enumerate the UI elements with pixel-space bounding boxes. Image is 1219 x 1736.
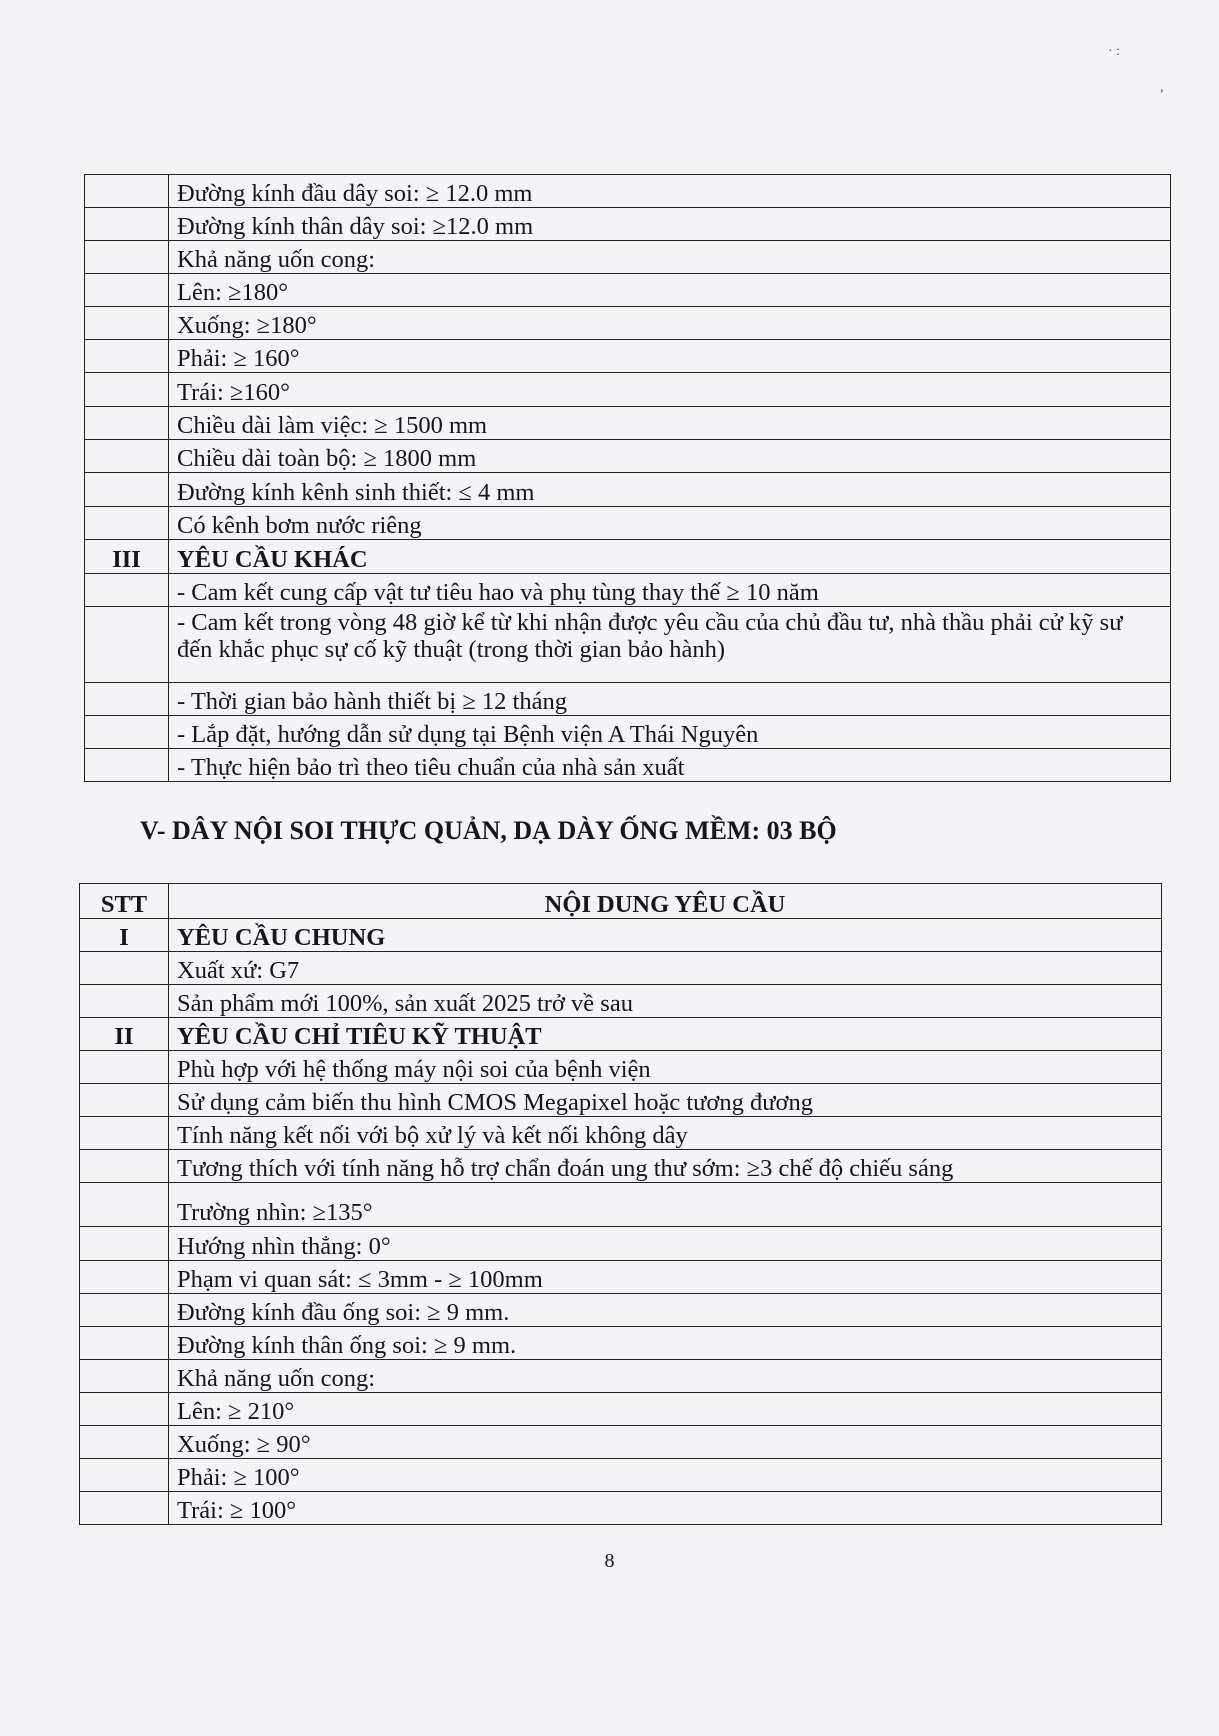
row-number-cell: I [80, 919, 169, 952]
page-number: 8 [604, 1550, 615, 1572]
row-number-cell [80, 1117, 169, 1150]
requirement-cell: Tương thích với tính năng hỗ trợ chẩn đoán ung thư sớm: ≥3 chế độ chiếu sáng [169, 1150, 1162, 1183]
row-number-cell [85, 175, 169, 208]
table-row [85, 340, 1171, 373]
table-header-row [80, 884, 1162, 919]
requirement-cell: Đường kính thân ống soi: ≥ 9 mm. [169, 1327, 1162, 1360]
requirement-cell: Phù hợp với hệ thống máy nội soi của bệnh viện [169, 1051, 1162, 1084]
requirement-cell: Phải: ≥ 160° [169, 340, 1171, 373]
row-number-cell [80, 1051, 169, 1084]
table-row [80, 1261, 1162, 1294]
requirements-table-continued [84, 174, 1171, 782]
row-number-cell [80, 1327, 169, 1360]
table-row [85, 307, 1171, 340]
requirement-cell: - Thời gian bảo hành thiết bị ≥ 12 tháng [169, 683, 1171, 716]
row-number-cell: II [80, 1018, 169, 1051]
table-row [85, 683, 1171, 716]
requirement-cell: Xuống: ≥180° [169, 307, 1171, 340]
row-number-cell [80, 1183, 169, 1227]
row-number-cell [80, 1294, 169, 1327]
row-number-cell [80, 1261, 169, 1294]
table-row [85, 241, 1171, 274]
table-row [85, 607, 1171, 683]
requirement-cell: Phạm vi quan sát: ≤ 3mm - ≥ 100mm [169, 1261, 1162, 1294]
table-row [80, 1183, 1162, 1227]
row-number-cell [85, 208, 169, 241]
requirement-cell: Khả năng uốn cong: [169, 1360, 1162, 1393]
requirement-cell: Khả năng uốn cong: [169, 241, 1171, 274]
row-number-cell [80, 1227, 169, 1261]
row-number-cell [85, 340, 169, 373]
table-row [85, 749, 1171, 782]
requirement-cell: Đường kính đầu dây soi: ≥ 12.0 mm [169, 175, 1171, 208]
table-row [85, 716, 1171, 749]
row-number-cell [85, 274, 169, 307]
requirement-cell: Tính năng kết nối với bộ xử lý và kết nối không dây [169, 1117, 1162, 1150]
table-row [85, 407, 1171, 440]
requirement-cell: Phải: ≥ 100° [169, 1459, 1162, 1492]
table-row [85, 208, 1171, 241]
requirement-cell: Sử dụng cảm biến thu hình CMOS Megapixel hoặc tương đương [169, 1084, 1162, 1117]
header-stt: STT [80, 884, 169, 919]
table-row [85, 274, 1171, 307]
table-row [85, 473, 1171, 507]
requirement-cell: Có kênh bơm nước riêng [169, 507, 1171, 540]
row-number-cell [85, 373, 169, 407]
row-number-cell [80, 1084, 169, 1117]
requirement-cell: Lên: ≥ 210° [169, 1393, 1162, 1426]
requirement-cell: - Thực hiện bảo trì theo tiêu chuẩn của nhà sản xuất [169, 749, 1171, 782]
requirement-cell: Sản phẩm mới 100%, sản xuất 2025 trở về sau [169, 985, 1162, 1018]
row-number-cell [80, 952, 169, 985]
section-title: V- DÂY NỘI SOI THỰC QUẢN, DẠ DÀY ỐNG MỀM: 03 BỘ [140, 816, 837, 845]
row-number-cell [85, 407, 169, 440]
requirement-cell: YÊU CẦU CHUNG [169, 919, 1162, 952]
requirement-cell: Lên: ≥180° [169, 274, 1171, 307]
table-row [80, 1150, 1162, 1183]
row-number-cell [80, 1426, 169, 1459]
table-row [80, 919, 1162, 952]
row-number-cell [85, 473, 169, 507]
table-row [85, 540, 1171, 574]
table-row [80, 1018, 1162, 1051]
requirement-cell: Hướng nhìn thẳng: 0° [169, 1227, 1162, 1261]
row-number-cell: III [85, 540, 169, 574]
table-row [80, 1327, 1162, 1360]
row-number-cell [80, 1492, 169, 1525]
requirement-cell: YÊU CẦU CHỈ TIÊU KỸ THUẬT [169, 1018, 1162, 1051]
row-number-cell [85, 507, 169, 540]
scan-speck: · : [1108, 44, 1121, 59]
table-row [85, 373, 1171, 407]
requirement-cell: YÊU CẦU KHÁC [169, 540, 1171, 574]
table-row [80, 952, 1162, 985]
requirement-cell: Trường nhìn: ≥135° [169, 1183, 1162, 1227]
table-row [80, 1360, 1162, 1393]
requirement-cell: - Cam kết trong vòng 48 giờ kể từ khi nhận được yêu cầu của chủ đầu tư, nhà thầu phải cử kỹ sư đến khắc phục sự cố kỹ thuật (trong thời gian bảo hành) [169, 607, 1171, 683]
table-row [85, 175, 1171, 208]
table-row [80, 1117, 1162, 1150]
row-number-cell [85, 307, 169, 340]
requirement-cell: Đường kính kênh sinh thiết: ≤ 4 mm [169, 473, 1171, 507]
requirement-cell: Chiều dài toàn bộ: ≥ 1800 mm [169, 440, 1171, 473]
requirement-cell: Đường kính đầu ống soi: ≥ 9 mm. [169, 1294, 1162, 1327]
row-number-cell [85, 574, 169, 607]
requirement-cell: - Cam kết cung cấp vật tư tiêu hao và phụ tùng thay thế ≥ 10 năm [169, 574, 1171, 607]
row-number-cell [85, 716, 169, 749]
requirement-cell: Chiều dài làm việc: ≥ 1500 mm [169, 407, 1171, 440]
requirement-cell: - Lắp đặt, hướng dẫn sử dụng tại Bệnh viện A Thái Nguyên [169, 716, 1171, 749]
requirements-table [79, 883, 1162, 1525]
table-row [80, 1492, 1162, 1525]
requirements-table-body [85, 175, 1171, 782]
row-number-cell [85, 683, 169, 716]
row-number-cell [80, 1459, 169, 1492]
row-number-cell [85, 241, 169, 274]
table-row [80, 1393, 1162, 1426]
requirement-cell: Trái: ≥160° [169, 373, 1171, 407]
row-number-cell [85, 607, 169, 683]
table-row [85, 507, 1171, 540]
requirement-cell: Đường kính thân dây soi: ≥12.0 mm [169, 208, 1171, 241]
table-row [80, 985, 1162, 1018]
table-row [80, 1084, 1162, 1117]
table-row [80, 1294, 1162, 1327]
table-row [85, 574, 1171, 607]
table-row [80, 1051, 1162, 1084]
requirement-cell: Xuống: ≥ 90° [169, 1426, 1162, 1459]
table-row [85, 440, 1171, 473]
row-number-cell [80, 985, 169, 1018]
row-number-cell [85, 749, 169, 782]
requirements-table-body [80, 919, 1162, 1525]
row-number-cell [80, 1393, 169, 1426]
table-row [80, 1227, 1162, 1261]
row-number-cell [80, 1150, 169, 1183]
scan-speck: , [1160, 80, 1164, 95]
row-number-cell [85, 440, 169, 473]
header-content: NỘI DUNG YÊU CẦU [169, 884, 1162, 919]
requirement-cell: Trái: ≥ 100° [169, 1492, 1162, 1525]
requirement-cell: Xuất xứ: G7 [169, 952, 1162, 985]
table-row [80, 1426, 1162, 1459]
row-number-cell [80, 1360, 169, 1393]
table-row [80, 1459, 1162, 1492]
